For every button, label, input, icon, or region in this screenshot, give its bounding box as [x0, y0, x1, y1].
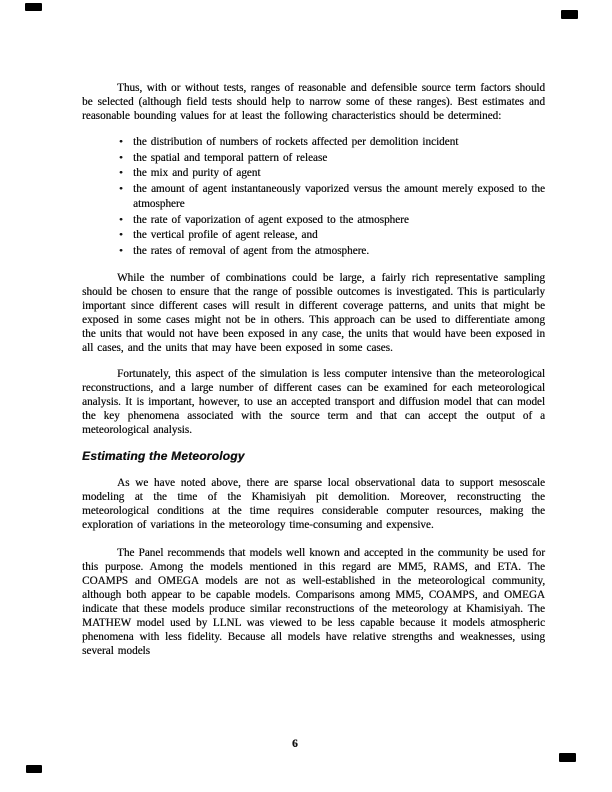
bullet-item-spatial-temporal: • the spatial and temporal pattern of release: [133, 151, 545, 167]
bullet-item-mix-purity: • the mix and purity of agent: [133, 166, 545, 182]
section-heading-estimating-meteorology: Estimating the Meteorology: [82, 449, 245, 463]
bullet-item-removal-rates: • the rates of removal of agent from the atmosphere.: [133, 244, 545, 260]
characteristics-bullet-list: [82, 135, 545, 259]
corner-registration-mark-bottom-right: [559, 753, 576, 762]
text-block: [82, 81, 545, 670]
corner-registration-mark-bottom-left: [26, 765, 42, 773]
paragraph-source-term-ranges: Thus, with or without tests, ranges of reasonable and defensible source term factors should be selected (although field tests should help to narrow some of these ranges). Best estimates and reasonable bounding values for at least the following characteristics should be determined:: [82, 82, 545, 122]
paragraph-sparse-observational-data: As we have noted above, there are sparse local observational data to support mesoscale modeling at the time of the Khamisiyah pit demolition. Moreover, reconstructing the meteorological conditions at the time requires considerable computer resources, making the exploration of variations in the meteorology time-consuming and expensive.: [82, 477, 545, 531]
corner-registration-mark-top-right: [561, 10, 578, 19]
corner-registration-mark-top-left: [25, 3, 42, 11]
paragraph-combinations-sampling: While the number of combinations could be large, a fairly rich representative sampling should be chosen to ensure that the range of possible outcomes is investigated. This is particularly important since different cases will result in different coverage patterns, and units that might be exposed in some cases might not be in others. This approach can be used to differentiate among the units that would not have been exposed in any case, the units that would have been exposed in all cases, and the units that may have been exposed in some cases.: [82, 272, 545, 354]
page-number: 6: [292, 738, 298, 750]
bullet-item-vertical-profile: • the vertical profile of agent release, and: [133, 228, 545, 244]
paragraph-simulation-computer-intensive: Fortunately, this aspect of the simulation is less computer intensive than the meteorological reconstructions, and a large number of different cases can be examined for each meteorological analysis. It is important, however, to use an accepted transport and diffusion model that can model the key phenomena associated with the source term and that can accept the output of a meteorological analysis.: [82, 368, 545, 436]
bullet-item-vaporized-amount: • the amount of agent instantaneously vaporized versus the amount merely exposed to the atmosphere: [133, 182, 545, 213]
bullet-item-vaporization-rate: • the rate of vaporization of agent exposed to the atmosphere: [133, 213, 545, 229]
paragraph-panel-recommends-models: The Panel recommends that models well known and accepted in the community be used for this purpose. Among the models mentioned in this regard are MM5, RAMS, and ETA. The COAMPS and OMEGA models are not as well-established in the meteorological community, although both appear to be capable models. Comparisons among MM5, COAMPS, and OMEGA indicate that these models produce similar reconstructions of the meteorology at Khamisiyah. The MATHEW model used by LLNL was viewed to be less capable because it models atmospheric phenomena with less fidelity. Because all models have relative strengths and weaknesses, using several models: [82, 547, 545, 657]
bullet-item-distribution: • the distribution of numbers of rockets affected per demolition incident: [133, 135, 545, 151]
